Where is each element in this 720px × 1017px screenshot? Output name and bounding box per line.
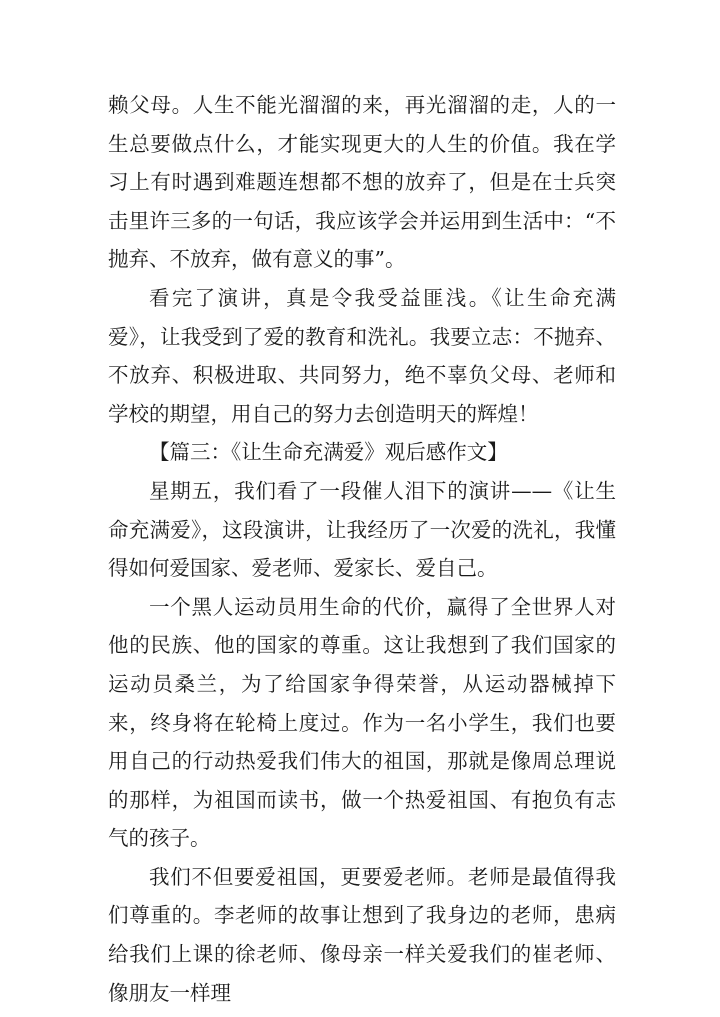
paragraph: 看完了演讲，真是令我受益匪浅。《让生命充满爱》，让我受到了爱的教育和洗礼。我要立志：不抛弃、不放弃、积极进取、共同努力，绝不辜负父母、老师和学校的期望，用自己的努力去创造明天的辉煌！ xyxy=(108,285,616,426)
paragraph: 我们不但要爱祖国，更要爱老师。老师是最值得我们尊重的。李老师的故事让想到了我身边的老师，患病给我们上课的徐老师、像母亲一样关爱我们的崔老师、像朋友一样理 xyxy=(108,864,616,1005)
document-body xyxy=(108,86,616,1012)
paragraph: 一个黑人运动员用生命的代价，赢得了全世界人对他的民族、他的国家的尊重。这让我想到了我们国家的运动员桑兰，为了给国家争得荣誉，从运动器械掉下来，终身将在轮椅上度过。作为一名小学生，我们也要用自己的行动热爱我们伟大的祖国，那就是像周总理说的那样，为祖国而读书，做一个热爱祖国、有抱负有志气的孩子。 xyxy=(108,594,616,851)
section-heading: 【篇三：《让生命充满爱》观后感作文】 xyxy=(149,440,508,465)
paragraph: 星期五，我们看了一段催人泪下的演讲——《让生命充满爱》，这段演讲，让我经历了一次爱的洗礼，我懂得如何爱国家、爱老师、爱家长、爱自己。 xyxy=(108,478,616,581)
paragraph-continuation: 赖父母。人生不能光溜溜的来，再光溜溜的走，人的一生总要做点什么，才能实现更大的人生的价值。我在学习上有时遇到难题连想都不想的放弃了，但是在士兵突击里许三多的一句话，我应该学会并运用到生活中：“不抛弃、不放弃，做有意义的事”。 xyxy=(108,93,616,272)
